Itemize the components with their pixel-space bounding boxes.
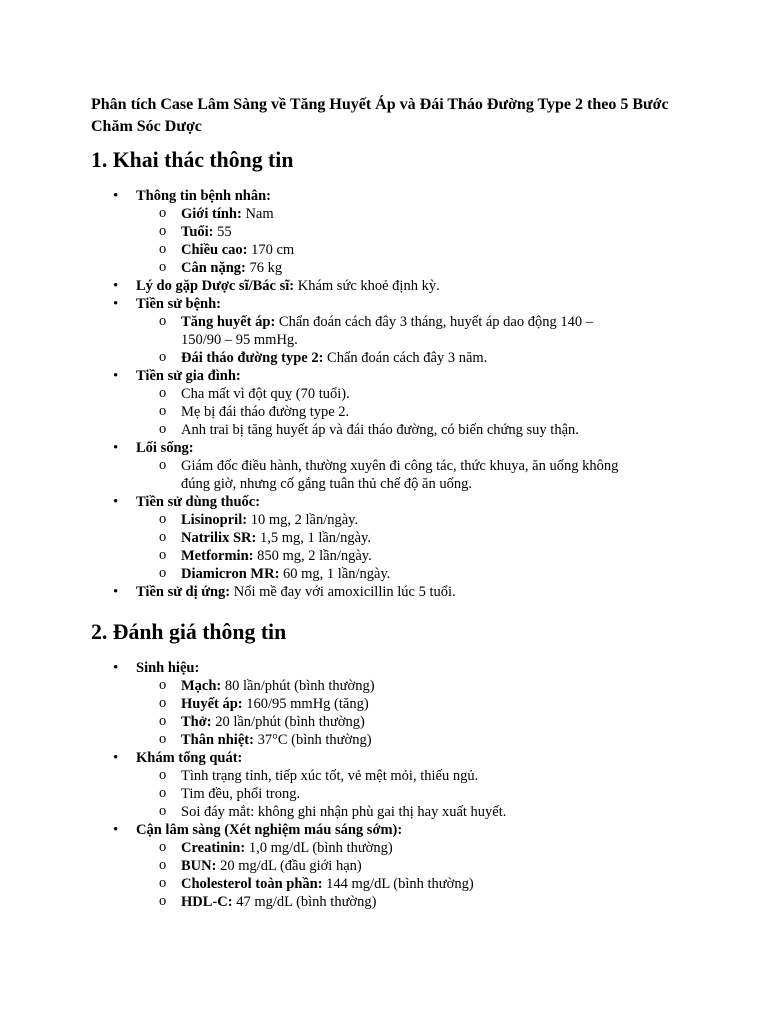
field-value: 55 xyxy=(213,224,232,240)
field-value: 47 mg/dL (bình thường) xyxy=(232,894,377,910)
list-item: o Mẹ bị đái tháo đường type 2. xyxy=(136,403,626,421)
field-value: 60 mg, 1 lần/ngày. xyxy=(279,566,391,582)
field-value: 37°C (bình thường) xyxy=(253,732,372,748)
field-label: Mạch: xyxy=(181,678,222,694)
list-item: o Giám đốc điều hành, thường xuyên đi công tác, thức khuya, ăn uống không đúng giờ, nhưng cố gắng tuân thủ chế độ ăn uống. xyxy=(136,457,626,493)
medical-history-label: Tiền sử bệnh: xyxy=(136,296,221,312)
list-item xyxy=(136,313,626,349)
field-value: Nam xyxy=(241,206,274,222)
field-value: 80 lần/phút (bình thường) xyxy=(221,678,375,694)
field-value: 20 lần/phút (bình thường) xyxy=(211,714,365,730)
list-item xyxy=(136,529,626,547)
field-value: Nổi mề đay với amoxicillin lúc 5 tuổi. xyxy=(230,584,456,600)
field-label: Huyết áp: xyxy=(181,696,243,712)
field-label: Metformin: xyxy=(181,548,254,564)
lifestyle-sublist xyxy=(136,457,691,493)
field-label: Tiền sử dị ứng: xyxy=(136,584,231,600)
field-label: Tăng huyết áp: xyxy=(181,314,276,330)
field-label: Cân nặng: xyxy=(181,260,246,276)
list-item xyxy=(136,223,626,241)
medical-history-item xyxy=(91,295,691,367)
section-2-list xyxy=(91,659,691,911)
lab-tests-item xyxy=(91,821,691,911)
field-value: Chẩn đoán cách đây 3 tháng, huyết áp dao động 140 – 150/90 – 95 mmHg. xyxy=(181,314,593,348)
list-item: o Tim đều, phổi trong. xyxy=(136,785,626,803)
list-item: o Soi đáy mắt: không ghi nhận phù gai thị hay xuất huyết. xyxy=(136,803,626,821)
field-label: Natrilix SR: xyxy=(181,530,257,546)
medication-history-item xyxy=(91,493,691,583)
field-label: Thở: xyxy=(181,714,212,730)
list-item xyxy=(136,565,626,583)
lifestyle-label: Lối sống: xyxy=(136,440,194,456)
lab-tests-label: Cận lâm sàng (Xét nghiệm máu sáng sớm): xyxy=(136,822,403,838)
field-label: HDL-C: xyxy=(181,894,233,910)
field-value: 160/95 mmHg (tăng) xyxy=(242,696,369,712)
list-item xyxy=(136,713,626,731)
field-value: 1,0 mg/dL (bình thường) xyxy=(245,840,393,856)
list-item: o Tình trạng tỉnh, tiếp xúc tốt, vẻ mệt mỏi, thiếu ngủ. xyxy=(136,767,626,785)
section-1-list xyxy=(91,187,691,601)
vitals-label: Sinh hiệu: xyxy=(136,660,200,676)
medication-history-label: Tiền sử dùng thuốc: xyxy=(136,494,261,510)
list-item xyxy=(136,677,626,695)
field-value: 170 cm xyxy=(247,242,295,258)
patient-info-label: Thông tin bệnh nhân: xyxy=(136,188,271,204)
list-item xyxy=(136,511,626,529)
field-label: Tuổi: xyxy=(181,224,214,240)
field-value: 1,5 mg, 1 lần/ngày. xyxy=(256,530,371,546)
field-label: Diamicron MR: xyxy=(181,566,280,582)
list-item xyxy=(136,241,626,259)
field-value: Khám sức khoẻ định kỳ. xyxy=(294,278,440,294)
field-label: Đái tháo đường type 2: xyxy=(181,350,324,366)
general-exam-item xyxy=(91,749,691,821)
field-value: Chẩn đoán cách đây 3 năm. xyxy=(323,350,488,366)
field-value: 76 kg xyxy=(245,260,283,276)
field-value: 10 mg, 2 lần/ngày. xyxy=(247,512,359,528)
family-history-item xyxy=(91,367,691,439)
medication-history-sublist xyxy=(136,511,691,583)
list-item xyxy=(136,259,626,277)
field-label: Lisinopril: xyxy=(181,512,248,528)
list-item: o Cha mất vì đột quỵ (70 tuổi). xyxy=(136,385,626,403)
field-label: Chiều cao: xyxy=(181,242,248,258)
list-item xyxy=(136,857,626,875)
vitals-item xyxy=(91,659,691,749)
field-label: BUN: xyxy=(181,858,217,874)
lifestyle-item xyxy=(91,439,691,493)
section-1-heading: 1. Khai thác thông tin xyxy=(91,148,294,172)
list-item: o Anh trai bị tăng huyết áp và đái tháo đường, có biến chứng suy thận. xyxy=(136,421,626,439)
field-value: 20 mg/dL (đầu giới hạn) xyxy=(216,858,362,874)
medical-history-sublist xyxy=(136,313,691,367)
list-item xyxy=(136,695,626,713)
section-2-heading: 2. Đánh giá thông tin xyxy=(91,620,287,644)
list-item xyxy=(136,349,626,367)
list-item xyxy=(136,731,626,749)
document-title: Phân tích Case Lâm Sàng về Tăng Huyết Áp và Đái Tháo Đường Type 2 theo 5 Bước Chăm Sóc Dược xyxy=(91,96,669,135)
general-exam-sublist xyxy=(136,767,691,821)
field-label: Thân nhiệt: xyxy=(181,732,254,748)
patient-info-item xyxy=(91,187,691,277)
list-item xyxy=(136,875,626,893)
list-item xyxy=(136,839,626,857)
general-exam-label: Khám tổng quát: xyxy=(136,750,243,766)
lab-tests-sublist xyxy=(136,839,691,911)
family-history-label: Tiền sử gia đình: xyxy=(136,368,241,384)
field-value: 144 mg/dL (bình thường) xyxy=(322,876,474,892)
allergy-item xyxy=(91,583,691,601)
patient-info-sublist xyxy=(136,205,691,277)
field-label: Cholesterol toàn phần: xyxy=(181,876,323,892)
field-label: Lý do gặp Dược sĩ/Bác sĩ: xyxy=(136,278,295,294)
list-item xyxy=(136,893,626,911)
field-label: Giới tính: xyxy=(181,206,242,222)
list-item xyxy=(136,205,626,223)
reason-item xyxy=(91,277,691,295)
list-item xyxy=(136,547,626,565)
field-value: 850 mg, 2 lần/ngày. xyxy=(253,548,372,564)
field-label: Creatinin: xyxy=(181,840,246,856)
family-history-sublist xyxy=(136,385,691,439)
vitals-sublist xyxy=(136,677,691,749)
